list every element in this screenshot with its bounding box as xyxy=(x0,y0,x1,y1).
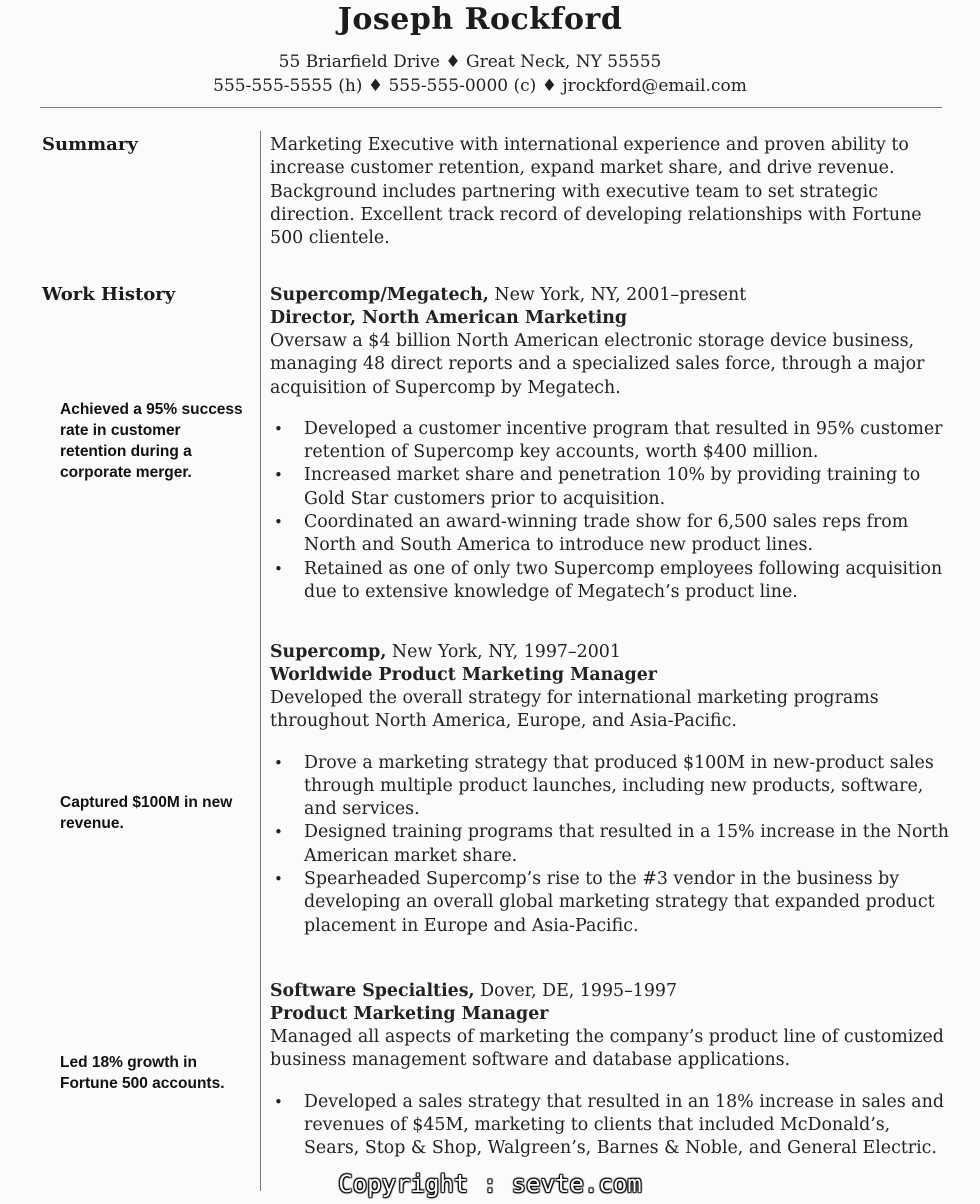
job-location-dates: New York, NY, 2001–present xyxy=(488,285,747,305)
bullet-icon: • xyxy=(274,466,283,485)
job-title: Director, North American Marketing xyxy=(270,308,628,328)
summary-text: Marketing Executive with international experience and proven ability to increase customer retention, expand market share, and drive revenue. Background includes partnering with executive team to set strategic direction. Excellent track record of developing relationships with Fortune 500 clientele. xyxy=(270,135,922,249)
bullet-icon: • xyxy=(274,559,283,578)
job-title: Product Marketing Manager xyxy=(270,1004,549,1024)
list-item xyxy=(270,868,950,938)
bullet-text: Drove a marketing strategy that produced $100M in new-product sales through multiple product launches, including new products, software, and services. xyxy=(304,752,934,820)
job-heading xyxy=(270,980,950,1003)
bullet-icon: • xyxy=(274,753,283,772)
company-name: Supercomp, xyxy=(270,642,387,662)
company-name: Supercomp/Megatech, xyxy=(270,285,489,305)
job-entry xyxy=(270,641,950,938)
achievement-note: Achieved a 95% success rate in customer retention during a corporate merger. xyxy=(60,401,243,481)
bullet-text: Spearheaded Supercomp’s rise to the #3 vendor in the business by developing an overall global marketing strategy that expanded product placement in Europe and Asia-Pacific. xyxy=(304,869,935,936)
achievement-list xyxy=(270,418,950,604)
bullet-text: Developed a sales strategy that resulted in an 18% increase in sales and revenues of $45M, marketing to clients that included McDonald’s, Sears, Stop & Shop, Walgreen’s, Barnes & Noble, and General Electric. xyxy=(304,1091,945,1159)
header-divider xyxy=(40,107,942,108)
work-history-label: Work History xyxy=(42,284,176,305)
summary-label: Summary xyxy=(42,134,138,155)
bullet-text: Coordinated an award-winning trade show for 6,500 sales reps from North and South America to introduce new product lines. xyxy=(304,512,909,556)
job-location-dates: New York, NY, 1997–2001 xyxy=(386,642,621,662)
job-location-dates: Dover, DE, 1995–1997 xyxy=(474,981,678,1001)
summary-section xyxy=(270,134,950,250)
achievement-note: Led 18% growth in Fortune 500 accounts. xyxy=(60,1054,225,1092)
achievement-note: Captured $100M in new revenue. xyxy=(60,794,233,832)
copyright-watermark: Copyright : sevte.com xyxy=(338,1170,642,1198)
job-description: Oversaw a $4 billion North American electronic storage device business, managing 48 direct reports and a specialized sales force, through a major acquisition of Supercomp by Megatech. xyxy=(270,331,925,398)
job-description: Developed the overall strategy for international marketing programs throughout North America, Europe, and Asia-Pacific. xyxy=(270,688,879,732)
achievement-list xyxy=(270,1091,950,1161)
list-item xyxy=(270,511,950,558)
contact-address: 55 Briarfield Drive ♦ Great Neck, NY 55555 xyxy=(278,52,662,72)
achievement-list xyxy=(270,752,950,938)
bullet-icon: • xyxy=(274,419,283,438)
bullet-icon: • xyxy=(274,513,283,532)
column-divider xyxy=(260,131,261,1191)
job-description: Managed all aspects of marketing the company’s product line of customized business management software and database applications. xyxy=(270,1027,944,1071)
list-item xyxy=(270,418,950,465)
list-item xyxy=(270,752,950,822)
bullet-icon: • xyxy=(274,870,283,889)
job-heading xyxy=(270,284,950,307)
bullet-text: Increased market share and penetration 10% by providing training to Gold Star customers prior to acquisition. xyxy=(304,465,921,509)
list-item xyxy=(270,464,950,511)
contact-phones-email: 555-555-5555 (h) ♦ 555-555-0000 (c) ♦ jrockford@email.com xyxy=(213,76,747,96)
bullet-text: Retained as one of only two Supercomp employees following acquisition due to extensive knowledge of Megatech’s product line. xyxy=(304,558,943,602)
bullet-icon: • xyxy=(274,1092,283,1111)
bullet-text: Developed a customer incentive program that resulted in 95% customer retention of Supercomp key accounts, worth $400 million. xyxy=(304,418,943,463)
list-item xyxy=(270,1091,950,1161)
bullet-text: Designed training programs that resulted in a 15% increase in the North American market share. xyxy=(304,822,949,866)
company-name: Software Specialties, xyxy=(270,981,475,1001)
job-entry xyxy=(270,284,950,604)
job-entry xyxy=(270,980,950,1160)
list-item xyxy=(270,821,950,868)
job-heading xyxy=(270,641,950,664)
list-item xyxy=(270,558,950,605)
job-title: Worldwide Product Marketing Manager xyxy=(270,665,657,685)
candidate-name: Joseph Rockford xyxy=(337,2,623,37)
bullet-icon: • xyxy=(274,823,283,842)
